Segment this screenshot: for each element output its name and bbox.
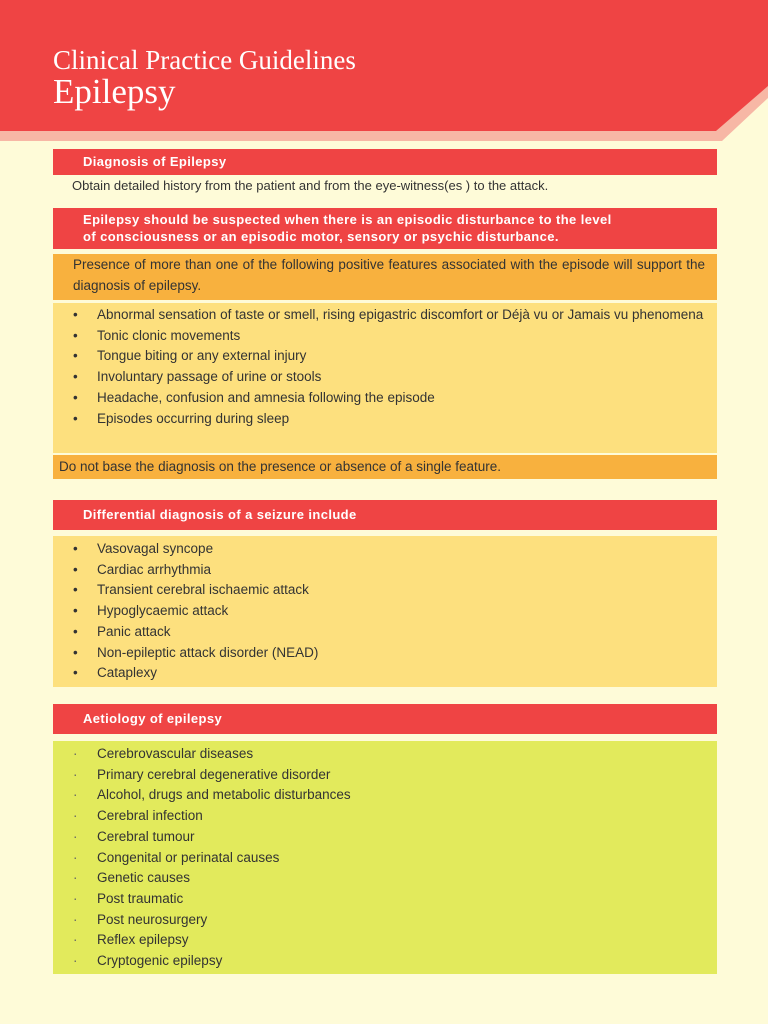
aetiology-box [53, 741, 717, 974]
bullet-icon: · [73, 953, 78, 969]
list-item: · Genetic causes [53, 868, 717, 889]
list-item: · Cerebrovascular diseases [53, 744, 717, 765]
list-item: • Headache, confusion and amnesia following the episode [53, 388, 705, 409]
list-item: • Non-epileptic attack disorder (NEAD) [53, 643, 717, 664]
bullet-icon: · [73, 746, 78, 761]
note-box [53, 455, 717, 479]
bullet-icon: · [73, 766, 78, 782]
section-heading-aetiology [53, 704, 717, 734]
bullet-icon: · [73, 808, 78, 824]
suspected-line-1: Epilepsy should be suspected when there is an episodic disturbance to the level [83, 212, 612, 227]
section-heading-suspected [53, 208, 717, 249]
bullet-icon: · [73, 932, 78, 948]
section-heading-differential [53, 500, 717, 530]
list-item: • Hypoglycaemic attack [53, 601, 717, 622]
list-item: • Transient cerebral ischaemic attack [53, 580, 717, 601]
bullet-icon: • [73, 389, 78, 405]
bullet-icon: • [73, 561, 78, 577]
bullet-icon: • [73, 665, 78, 681]
list-item: • Vasovagal syncope [53, 539, 717, 560]
document-title: Epilepsy [53, 72, 176, 111]
bullet-icon: • [73, 410, 78, 426]
page-header [0, 0, 768, 145]
list-item: · Cryptogenic epilepsy [53, 951, 717, 972]
note-text: Do not base the diagnosis on the presence or absence of a single feature. [59, 459, 502, 474]
differential-heading-text: Differential diagnosis of a seizure include [83, 507, 357, 522]
list-item: · Primary cerebral degenerative disorder [53, 765, 717, 786]
list-item: · Alcohol, drugs and metabolic disturbances [53, 785, 717, 806]
document-subtitle: Clinical Practice Guidelines [53, 45, 356, 75]
list-item: · Congenital or perinatal causes [53, 848, 717, 869]
bullet-icon: · [73, 911, 78, 927]
bullet-icon: • [73, 603, 78, 619]
list-item: • Episodes occurring during sleep [53, 409, 705, 430]
list-item: · Reflex epilepsy [53, 930, 717, 951]
list-item: • Cataplexy [53, 663, 717, 684]
bullet-icon: • [73, 644, 78, 660]
list-item: · Cerebral infection [53, 806, 717, 827]
bullet-icon: · [73, 890, 78, 906]
bullet-icon: • [73, 307, 78, 322]
aetiology-heading-text: Aetiology of epilepsy [83, 711, 223, 726]
diagnosis-heading-text: Diagnosis of Epilepsy [83, 154, 227, 169]
header-titles [53, 44, 356, 110]
presence-box [53, 254, 717, 300]
list-item: · Post neurosurgery [53, 910, 717, 931]
list-item: • Involuntary passage of urine or stools [53, 367, 705, 388]
aetiology-list [53, 744, 717, 972]
bullet-icon: • [73, 541, 78, 556]
bullet-icon: • [73, 623, 78, 639]
bullet-icon: • [73, 369, 78, 385]
differential-list [53, 539, 717, 684]
section-heading-diagnosis [53, 149, 717, 175]
bullet-icon: · [73, 849, 78, 865]
features-list [53, 305, 705, 429]
list-item: • Cardiac arrhythmia [53, 560, 717, 581]
bullet-icon: · [73, 828, 78, 844]
bullet-icon: • [73, 327, 78, 343]
list-item: • Abnormal sensation of taste or smell, rising epigastric discomfort or Déjà vu or Jamais vu phenomena [53, 305, 705, 326]
list-item: • Panic attack [53, 622, 717, 643]
bullet-icon: • [73, 582, 78, 598]
bullet-icon: · [73, 787, 78, 803]
list-item: • Tongue biting or any external injury [53, 346, 705, 367]
bullet-icon: • [73, 348, 78, 364]
differential-box [53, 536, 717, 687]
list-item: · Post traumatic [53, 889, 717, 910]
bullet-icon: · [73, 870, 78, 886]
list-item: · Cerebral tumour [53, 827, 717, 848]
diagnosis-text: Obtain detailed history from the patient and from the eye-witness(es ) to the attack. [72, 178, 549, 193]
suspected-line-2: of consciousness or an episodic motor, sensory or psychic disturbance. [83, 229, 559, 244]
list-item: • Tonic clonic movements [53, 326, 705, 347]
features-box [53, 303, 717, 453]
presence-text: Presence of more than one of the following positive features associated with the episode will support the diagnosis of epilepsy. [73, 257, 705, 293]
